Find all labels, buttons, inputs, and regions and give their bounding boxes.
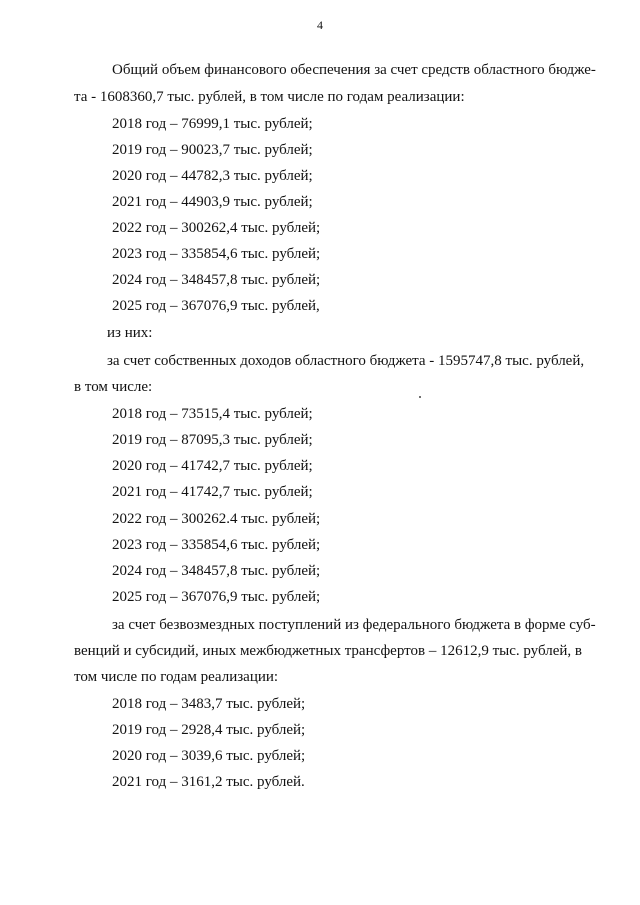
federal-line3: том числе по годам реализации: [74, 669, 279, 685]
own-year-2024: 2024 год – 348457,8 тыс. рублей; [112, 563, 321, 579]
total-year-2021: 2021 год – 44903,9 тыс. рублей; [112, 194, 313, 210]
page-number: 4 [317, 18, 323, 32]
total-year-2018: 2018 год – 76999,1 тыс. рублей; [112, 116, 313, 132]
federal-year-2019: 2019 год – 2928,4 тыс. рублей; [112, 722, 306, 738]
own-year-2025: 2025 год – 367076,9 тыс. рублей; [112, 589, 321, 605]
total-year-2024: 2024 год – 348457,8 тыс. рублей; [112, 272, 321, 288]
paragraph-total-line2: та - 1608360,7 тыс. рублей, в том числе по годам реализации: [74, 89, 465, 105]
federal-year-2021: 2021 год – 3161,2 тыс. рублей. [112, 774, 305, 790]
own-year-2021: 2021 год – 41742,7 тыс. рублей; [112, 484, 313, 500]
own-year-2019: 2019 год – 87095,3 тыс. рублей; [112, 432, 313, 448]
total-year-2025: 2025 год – 367076,9 тыс. рублей, [112, 298, 320, 314]
own-income-line2: в том числе: [74, 379, 153, 395]
paragraph-total-line1: Общий объем финансового обеспечения за счет средств областного бюдже- [112, 62, 596, 78]
scan-speck [419, 396, 421, 398]
total-year-2020: 2020 год – 44782,3 тыс. рублей; [112, 168, 313, 184]
total-year-2019: 2019 год – 90023,7 тыс. рублей; [112, 142, 313, 158]
federal-line1: за счет безвозмездных поступлений из федерального бюджета в форме суб- [112, 617, 596, 633]
federal-year-2020: 2020 год – 3039,6 тыс. рублей; [112, 748, 306, 764]
total-year-2023: 2023 год – 335854,6 тыс. рублей; [112, 246, 321, 262]
federal-line2: венций и субсидий, иных межбюджетных трансфертов – 12612,9 тыс. рублей, в [74, 643, 582, 659]
federal-year-2018: 2018 год – 3483,7 тыс. рублей; [112, 696, 306, 712]
own-year-2020: 2020 год – 41742,7 тыс. рублей; [112, 458, 313, 474]
own-year-2022: 2022 год – 300262.4 тыс. рублей; [112, 511, 321, 527]
own-year-2023: 2023 год – 335854,6 тыс. рублей; [112, 537, 321, 553]
of-them-label: из них: [107, 325, 153, 341]
own-year-2018: 2018 год – 73515,4 тыс. рублей; [112, 406, 313, 422]
own-income-line1: за счет собственных доходов областного бюджета - 1595747,8 тыс. рублей, [107, 353, 585, 369]
total-year-2022: 2022 год – 300262,4 тыс. рублей; [112, 220, 321, 236]
